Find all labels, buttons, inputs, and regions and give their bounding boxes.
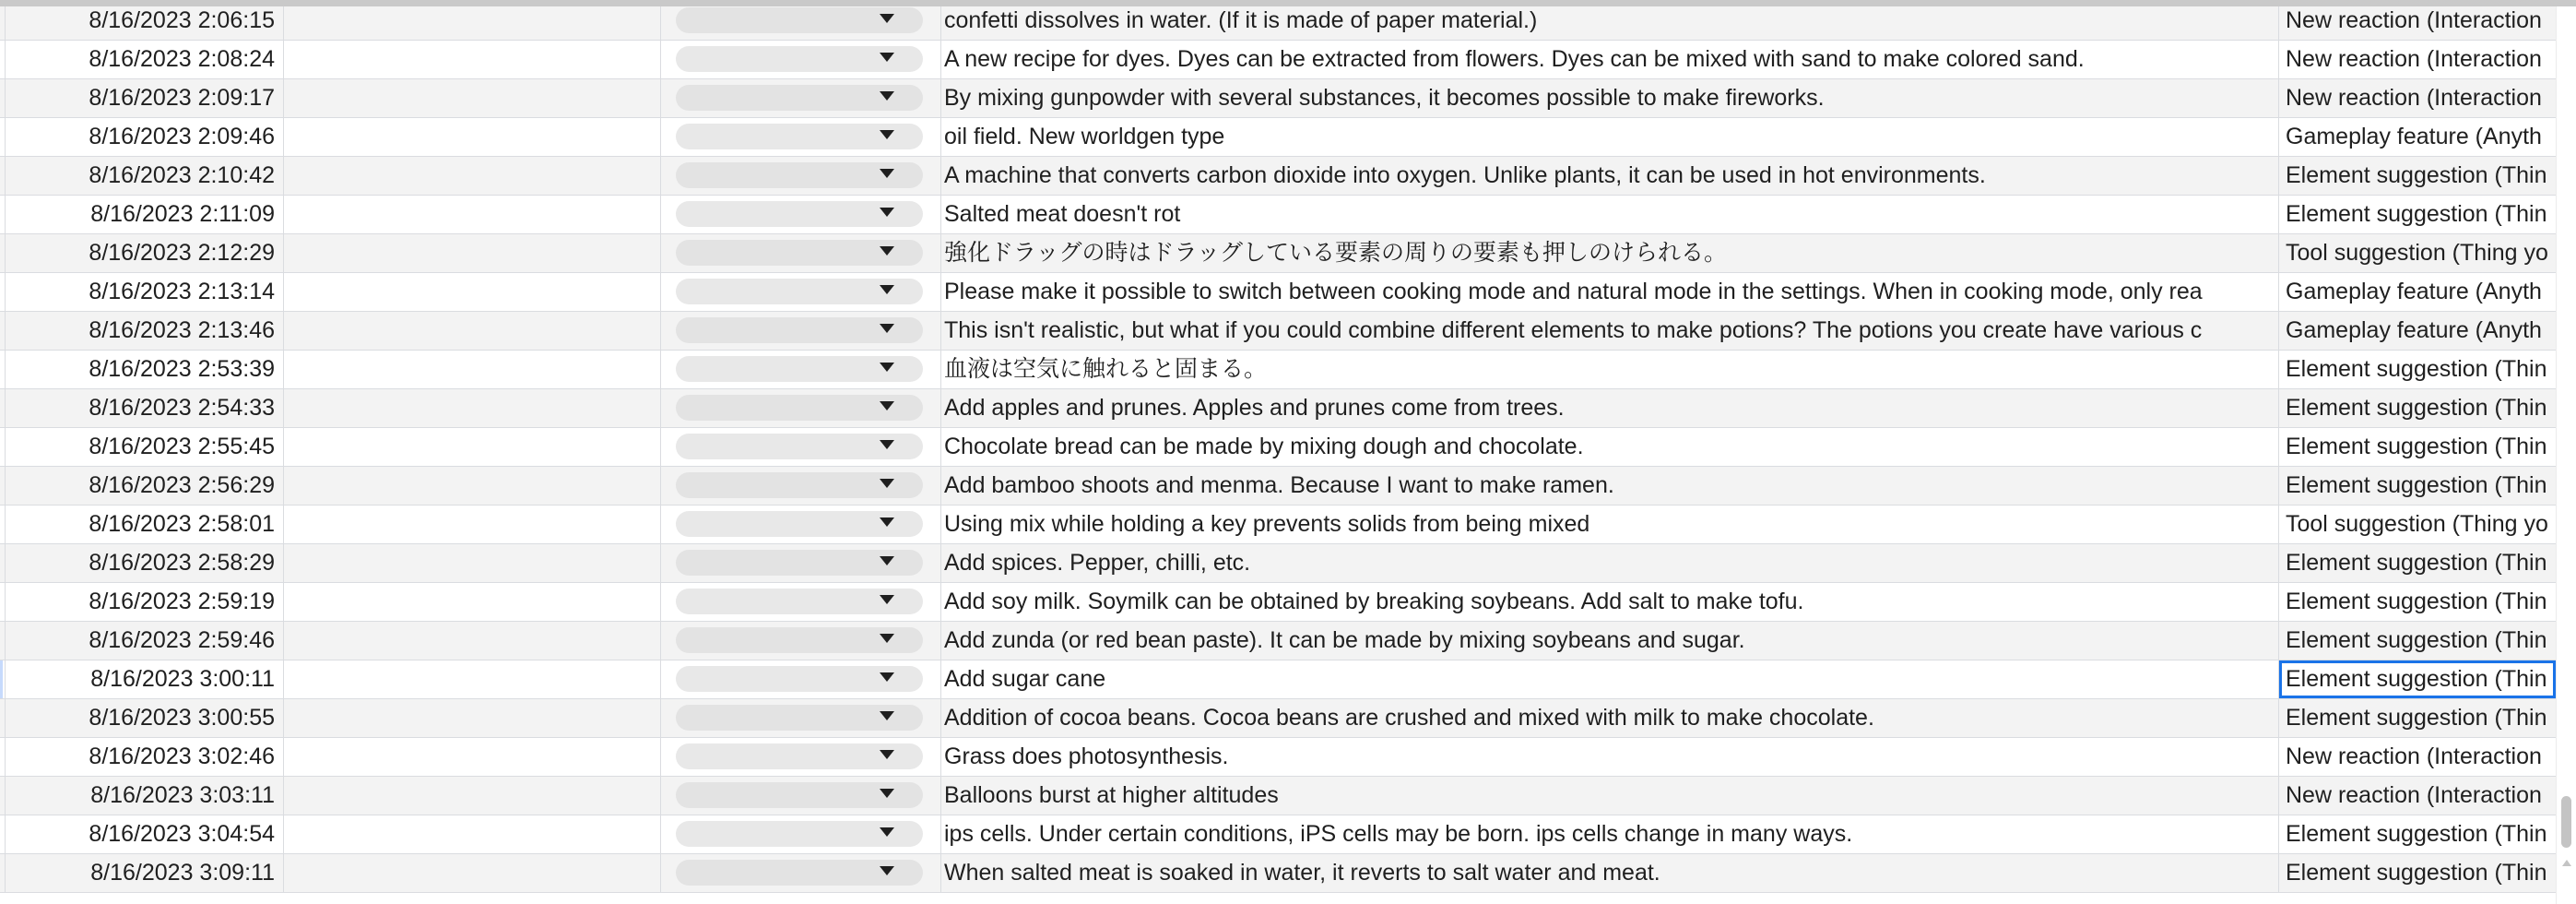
table-row[interactable] — [0, 428, 2556, 467]
suggestion-text-cell[interactable]: Please make it possible to switch between cooking mode and natural mode in the settings. When in cooking mode, only rea — [941, 273, 2279, 311]
chevron-down-icon[interactable] — [880, 91, 894, 101]
table-row[interactable] — [0, 660, 2556, 699]
empty-cell[interactable] — [284, 389, 661, 427]
suggestion-text-cell[interactable]: Using mix while holding a key prevents solids from being mixed — [941, 506, 2279, 543]
empty-cell[interactable] — [284, 41, 661, 78]
timestamp-cell[interactable]: 8/16/2023 3:03:11 — [6, 777, 284, 815]
chevron-down-icon[interactable] — [880, 711, 894, 720]
category-cell[interactable]: Element suggestion (Thin — [2286, 589, 2547, 614]
empty-cell[interactable] — [284, 738, 661, 776]
dropdown-cell[interactable] — [661, 157, 941, 195]
chevron-down-icon[interactable] — [880, 634, 894, 643]
chevron-down-icon[interactable] — [880, 750, 894, 759]
suggestion-text-cell[interactable]: Add soy milk. Soymilk can be obtained by breaking soybeans. Add salt to make tofu. — [941, 583, 2279, 621]
dropdown-cell[interactable] — [661, 41, 941, 78]
timestamp-cell[interactable]: 8/16/2023 2:13:14 — [6, 273, 284, 311]
table-row[interactable] — [0, 699, 2556, 738]
table-row[interactable] — [0, 777, 2556, 815]
timestamp-cell[interactable]: 8/16/2023 3:02:46 — [6, 738, 284, 776]
table-row[interactable] — [0, 118, 2556, 157]
chevron-down-icon[interactable] — [880, 789, 894, 798]
category-cell[interactable]: New reaction (Interaction — [2286, 85, 2542, 111]
empty-cell[interactable] — [284, 351, 661, 388]
timestamp-cell[interactable]: 8/16/2023 2:53:39 — [6, 351, 284, 388]
category-cell[interactable]: Element suggestion (Thin — [2286, 821, 2547, 847]
empty-cell[interactable] — [284, 699, 661, 737]
table-row[interactable] — [0, 157, 2556, 196]
table-row[interactable] — [0, 622, 2556, 660]
chevron-down-icon[interactable] — [880, 401, 894, 410]
empty-cell[interactable] — [284, 777, 661, 815]
dropdown-cell[interactable] — [661, 6, 941, 40]
category-cell[interactable]: New reaction (Interaction — [2286, 46, 2542, 72]
table-row[interactable] — [0, 312, 2556, 351]
table-row[interactable] — [0, 234, 2556, 273]
category-cell[interactable]: Element suggestion (Thin — [2286, 705, 2547, 731]
dropdown-cell[interactable] — [661, 660, 941, 698]
empty-cell[interactable] — [284, 854, 661, 892]
chevron-down-icon[interactable] — [880, 595, 894, 604]
timestamp-cell[interactable]: 8/16/2023 2:59:19 — [6, 583, 284, 621]
dropdown-cell[interactable] — [661, 79, 941, 117]
dropdown-cell[interactable] — [661, 506, 941, 543]
empty-cell[interactable] — [284, 312, 661, 350]
suggestion-text-cell[interactable]: Add apples and prunes. Apples and prunes come from trees. — [941, 389, 2279, 427]
empty-cell[interactable] — [284, 79, 661, 117]
chevron-down-icon[interactable] — [880, 169, 894, 178]
scrollbar-thumb[interactable] — [2561, 796, 2571, 848]
timestamp-cell[interactable]: 8/16/2023 3:00:11 — [6, 660, 284, 698]
chevron-down-icon[interactable] — [880, 53, 894, 62]
dropdown-cell[interactable] — [661, 351, 941, 388]
chevron-down-icon[interactable] — [880, 556, 894, 565]
dropdown-cell[interactable] — [661, 622, 941, 660]
category-cell[interactable]: New reaction (Interaction — [2286, 743, 2542, 769]
suggestion-text-cell[interactable]: Balloons burst at higher altitudes — [941, 777, 2279, 815]
chevron-down-icon[interactable] — [880, 827, 894, 837]
timestamp-cell[interactable]: 8/16/2023 3:00:55 — [6, 699, 284, 737]
category-cell[interactable]: Element suggestion (Thin — [2286, 860, 2547, 886]
category-cell[interactable]: Element suggestion (Thin — [2286, 627, 2547, 653]
chevron-down-icon[interactable] — [880, 285, 894, 294]
category-cell[interactable]: Gameplay feature (Anyth — [2286, 279, 2542, 304]
empty-cell[interactable] — [284, 428, 661, 466]
timestamp-cell[interactable]: 8/16/2023 3:09:11 — [6, 854, 284, 892]
empty-cell[interactable] — [284, 273, 661, 311]
dropdown-cell[interactable] — [661, 815, 941, 853]
dropdown-cell[interactable] — [661, 583, 941, 621]
chevron-down-icon[interactable] — [880, 14, 894, 23]
suggestion-text-cell[interactable]: Add bamboo shoots and menma. Because I want to make ramen. — [941, 467, 2279, 505]
timestamp-cell[interactable]: 8/16/2023 2:56:29 — [6, 467, 284, 505]
category-cell[interactable]: Element suggestion (Thin — [2286, 472, 2547, 498]
empty-cell[interactable] — [284, 157, 661, 195]
dropdown-cell[interactable] — [661, 738, 941, 776]
category-cell[interactable]: Element suggestion (Thin — [2286, 162, 2547, 188]
timestamp-cell[interactable]: 8/16/2023 2:09:17 — [6, 79, 284, 117]
category-cell[interactable]: New reaction (Interaction — [2286, 7, 2542, 33]
category-cell[interactable]: Element suggestion (Thin — [2286, 201, 2547, 227]
dropdown-cell[interactable] — [661, 234, 941, 272]
dropdown-cell[interactable] — [661, 467, 941, 505]
suggestion-text-cell[interactable]: Grass does photosynthesis. — [941, 738, 2279, 776]
table-row[interactable] — [0, 583, 2556, 622]
suggestion-text-cell[interactable]: Add zunda (or red bean paste). It can be made by mixing soybeans and sugar. — [941, 622, 2279, 660]
category-cell[interactable]: Element suggestion (Thin — [2286, 434, 2547, 459]
suggestion-text-cell[interactable]: 強化ドラッグの時はドラッグしている要素の周りの要素も押しのけられる。 — [941, 234, 2279, 272]
empty-cell[interactable] — [284, 544, 661, 582]
dropdown-cell[interactable] — [661, 312, 941, 350]
dropdown-cell[interactable] — [661, 196, 941, 233]
empty-cell[interactable] — [284, 622, 661, 660]
empty-cell[interactable] — [284, 467, 661, 505]
suggestion-text-cell[interactable]: Add spices. Pepper, chilli, etc. — [941, 544, 2279, 582]
dropdown-cell[interactable] — [661, 854, 941, 892]
suggestion-text-cell[interactable]: A machine that converts carbon dioxide into oxygen. Unlike plants, it can be used in hot environments. — [941, 157, 2279, 195]
timestamp-cell[interactable]: 8/16/2023 2:54:33 — [6, 389, 284, 427]
chevron-down-icon[interactable] — [880, 672, 894, 682]
chevron-down-icon[interactable] — [880, 363, 894, 372]
timestamp-cell[interactable]: 8/16/2023 2:13:46 — [6, 312, 284, 350]
table-row[interactable] — [0, 196, 2556, 234]
suggestion-text-cell[interactable]: This isn't realistic, but what if you could combine different elements to make potions? The potions you create have various c — [941, 312, 2279, 350]
suggestion-text-cell[interactable]: Add sugar cane — [941, 660, 2279, 698]
table-row[interactable] — [0, 467, 2556, 506]
empty-cell[interactable] — [284, 583, 661, 621]
timestamp-cell[interactable]: 8/16/2023 2:06:15 — [6, 6, 284, 40]
chevron-down-icon[interactable] — [880, 479, 894, 488]
table-row[interactable] — [0, 389, 2556, 428]
category-cell[interactable]: Element suggestion (Thin — [2286, 395, 2547, 421]
table-row[interactable] — [0, 544, 2556, 583]
chevron-down-icon[interactable] — [880, 440, 894, 449]
spreadsheet-grid — [0, 6, 2556, 904]
timestamp-cell[interactable]: 8/16/2023 2:55:45 — [6, 428, 284, 466]
suggestion-text-cell[interactable]: A new recipe for dyes. Dyes can be extracted from flowers. Dyes can be mixed with sand to make colored sand. — [941, 41, 2279, 78]
empty-cell[interactable] — [284, 660, 661, 698]
category-cell[interactable]: Tool suggestion (Thing yo — [2286, 511, 2548, 537]
category-cell[interactable]: Tool suggestion (Thing yo — [2286, 240, 2548, 266]
table-row[interactable] — [0, 506, 2556, 544]
suggestion-text-cell[interactable]: Salted meat doesn't rot — [941, 196, 2279, 233]
empty-cell[interactable] — [284, 118, 661, 156]
chevron-down-icon[interactable] — [880, 866, 894, 875]
suggestion-text-cell[interactable]: oil field. New worldgen type — [941, 118, 2279, 156]
timestamp-cell[interactable]: 8/16/2023 2:11:09 — [6, 196, 284, 233]
category-cell[interactable]: Gameplay feature (Anyth — [2286, 124, 2542, 149]
suggestion-text-cell[interactable]: Addition of cocoa beans. Cocoa beans are crushed and mixed with milk to make chocolate. — [941, 699, 2279, 737]
table-row[interactable] — [0, 273, 2556, 312]
dropdown-cell[interactable] — [661, 389, 941, 427]
chevron-down-icon[interactable] — [880, 324, 894, 333]
scroll-up-arrow-icon[interactable] — [2562, 860, 2571, 866]
timestamp-cell[interactable]: 8/16/2023 2:58:01 — [6, 506, 284, 543]
empty-cell[interactable] — [284, 6, 661, 40]
timestamp-cell[interactable]: 8/16/2023 3:04:54 — [6, 815, 284, 853]
dropdown-cell[interactable] — [661, 544, 941, 582]
empty-cell[interactable] — [284, 196, 661, 233]
chevron-down-icon[interactable] — [880, 130, 894, 139]
suggestion-text-cell[interactable]: Chocolate bread can be made by mixing dough and chocolate. — [941, 428, 2279, 466]
timestamp-cell[interactable]: 8/16/2023 2:08:24 — [6, 41, 284, 78]
chevron-down-icon[interactable] — [880, 246, 894, 256]
table-row[interactable] — [0, 815, 2556, 854]
suggestion-text-cell[interactable]: confetti dissolves in water. (If it is made of paper material.) — [941, 6, 2279, 40]
suggestion-text-cell[interactable]: ips cells. Under certain conditions, iPS cells may be born. ips cells change in many ways. — [941, 815, 2279, 853]
dropdown-cell[interactable] — [661, 273, 941, 311]
dropdown-cell[interactable] — [661, 428, 941, 466]
empty-cell[interactable] — [284, 234, 661, 272]
dropdown-cell[interactable] — [661, 699, 941, 737]
category-cell[interactable]: Gameplay feature (Anyth — [2286, 317, 2542, 343]
timestamp-cell[interactable]: 8/16/2023 2:58:29 — [6, 544, 284, 582]
timestamp-cell[interactable]: 8/16/2023 2:10:42 — [6, 157, 284, 195]
suggestion-text-cell[interactable]: When salted meat is soaked in water, it reverts to salt water and meat. — [941, 854, 2279, 892]
header-edge — [0, 0, 2576, 6]
table-row[interactable] — [0, 351, 2556, 389]
suggestion-text-cell[interactable]: By mixing gunpowder with several substances, it becomes possible to make fireworks. — [941, 79, 2279, 117]
timestamp-cell[interactable]: 8/16/2023 2:59:46 — [6, 622, 284, 660]
category-cell[interactable]: Element suggestion (Thin — [2286, 356, 2547, 382]
table-row[interactable] — [0, 854, 2556, 893]
chevron-down-icon[interactable] — [880, 208, 894, 217]
table-row[interactable] — [0, 41, 2556, 79]
dropdown-cell[interactable] — [661, 777, 941, 815]
timestamp-cell[interactable]: 8/16/2023 2:12:29 — [6, 234, 284, 272]
category-cell[interactable]: Element suggestion (Thin — [2286, 550, 2547, 576]
vertical-scrollbar[interactable] — [2556, 6, 2576, 904]
empty-cell[interactable] — [284, 815, 661, 853]
empty-cell[interactable] — [284, 506, 661, 543]
table-row[interactable] — [0, 6, 2556, 41]
suggestion-text-cell[interactable]: 血液は空気に触れると固まる。 — [941, 351, 2279, 388]
table-row[interactable] — [0, 738, 2556, 777]
dropdown-cell[interactable] — [661, 118, 941, 156]
timestamp-cell[interactable]: 8/16/2023 2:09:46 — [6, 118, 284, 156]
category-cell[interactable]: New reaction (Interaction — [2286, 782, 2542, 808]
table-row[interactable] — [0, 79, 2556, 118]
chevron-down-icon[interactable] — [880, 517, 894, 527]
category-cell-selected[interactable]: Element suggestion (Thin — [2279, 660, 2556, 698]
